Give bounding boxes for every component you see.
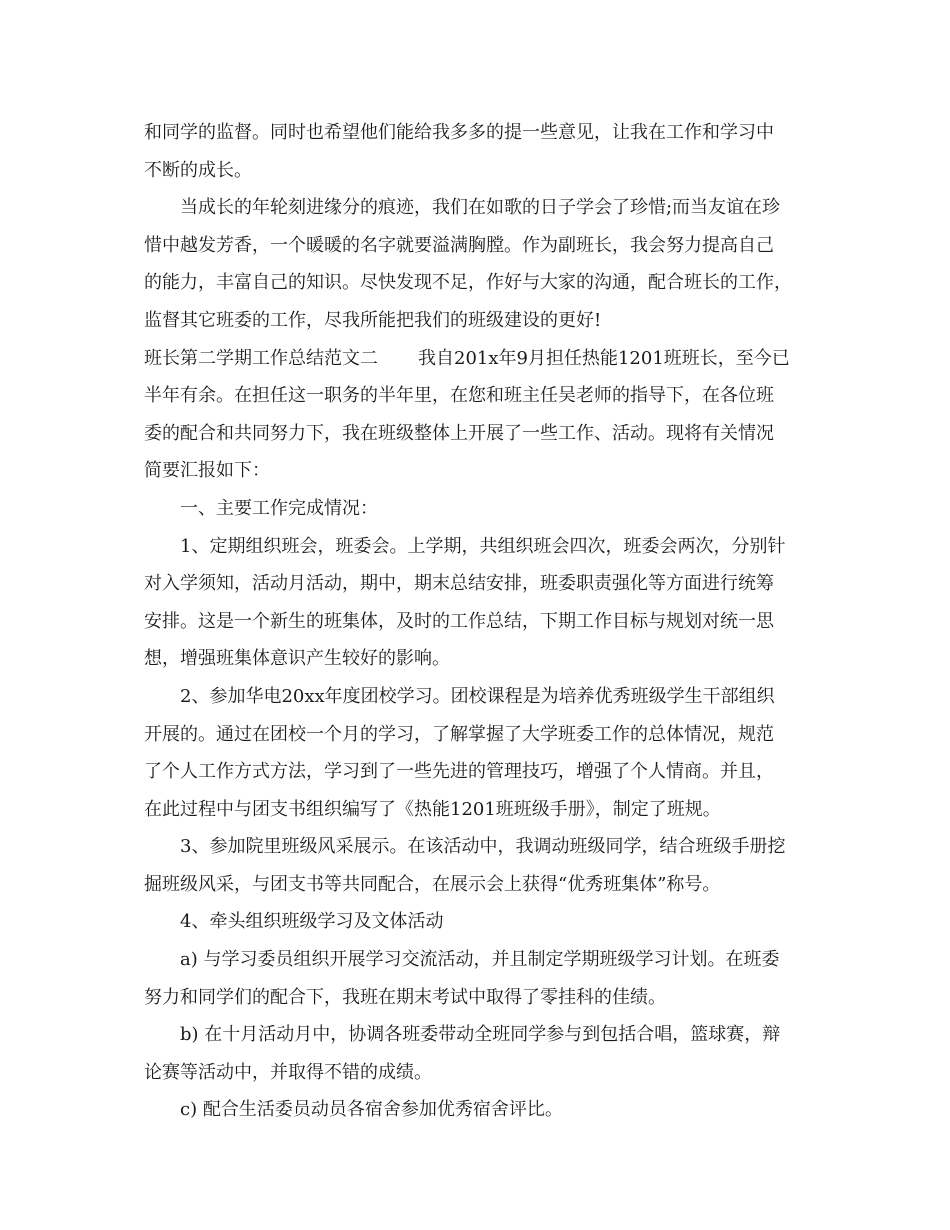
text-line: 1、定期组织班会，班委会。上学期，共组织班会四次，班委会两次，分别针 <box>180 535 786 557</box>
text-line: a) 与学习委员组织开展学习交流活动，并且制定学期班级学习计划。在班委 <box>180 949 780 971</box>
text-line: 惜中越发芳香，一个暖暖的名字就要溢满胸膛。作为副班长，我会努力提高自己 <box>144 234 774 256</box>
text-line: 对入学须知，活动月活动，期中，期末总结安排，班委职责强化等方面进行统筹 <box>144 573 774 595</box>
text-line: 论赛等活动中，并取得不错的成绩。 <box>144 1061 432 1083</box>
text-line: 掘班级风采，与团支书等共同配合，在展示会上获得“优秀班集体”称号。 <box>144 873 721 895</box>
text-line: 努力和同学们的配合下，我班在期末考试中取得了零挂科的佳绩。 <box>144 986 666 1008</box>
section-title: 班长第二学期工作总结范文二 <box>144 347 378 369</box>
text-line: 半年有余。在担任这一职务的半年里，在您和班主任吴老师的指导下，在各位班 <box>144 385 774 407</box>
text-line: 简要汇报如下： <box>144 460 270 482</box>
text-line: 安排。这是一个新生的班集体，及时的工作总结，下期工作目标与规划对统一思 <box>144 610 774 632</box>
text-line: 4、牵头组织班级学习及文体活动 <box>180 911 444 933</box>
section-heading-line <box>144 340 806 378</box>
text-line: c) 配合生活委员动员各宿舍参加优秀宿舍评比。 <box>180 1099 563 1121</box>
text-line: 和同学的监督。同时也希望他们能给我多多的提一些意见，让我在工作和学习中 <box>144 122 774 143</box>
text-line: 在此过程中与团支书组织编写了《热能1201班班级手册》，制定了班规。 <box>144 798 721 820</box>
text-line: 委的配合和共同努力下，我在班级整体上开展了一些工作、活动。现将有关情况 <box>144 422 774 444</box>
text-line: 3、参加院里班级风采展示。在该活动中，我调动班级同学，结合班级手册挖 <box>180 836 786 858</box>
text-line: 当成长的年轮刻进缘分的痕迹，我们在如歌的日子学会了珍惜;而当友谊在珍 <box>180 197 781 219</box>
text-line: 的能力，丰富自己的知识。尽快发现不足，作好与大家的沟通，配合班长的工作， <box>144 272 792 294</box>
text-line: 监督其它班委的工作，尽我所能把我们的班级建设的更好! <box>144 309 602 331</box>
text-line: b) 在十月活动月中，协调各班委带动全班同学参与到包括合唱，篮球赛，辩 <box>180 1024 781 1046</box>
document-body <box>144 114 806 1129</box>
text-line: 了个人工作方式方法，学习到了一些先进的管理技巧，增强了个人情商。并且， <box>144 761 774 783</box>
text-line: 想，增强班集体意识产生较好的影响。 <box>144 648 450 670</box>
text-line: 不断的成长。 <box>144 159 252 181</box>
section-first-sentence: 我自201x年9月担任热能1201班班长，至今已 <box>418 347 790 369</box>
text-line: 开展的。通过在团校一个月的学习，了解掌握了大学班委工作的总体情况，规范 <box>144 723 774 745</box>
text-line: 一、主要工作完成情况： <box>180 497 378 519</box>
text-line: 2、参加华电20xx年度团校学习。团校课程是为培养优秀班级学生干部组织 <box>180 685 775 707</box>
